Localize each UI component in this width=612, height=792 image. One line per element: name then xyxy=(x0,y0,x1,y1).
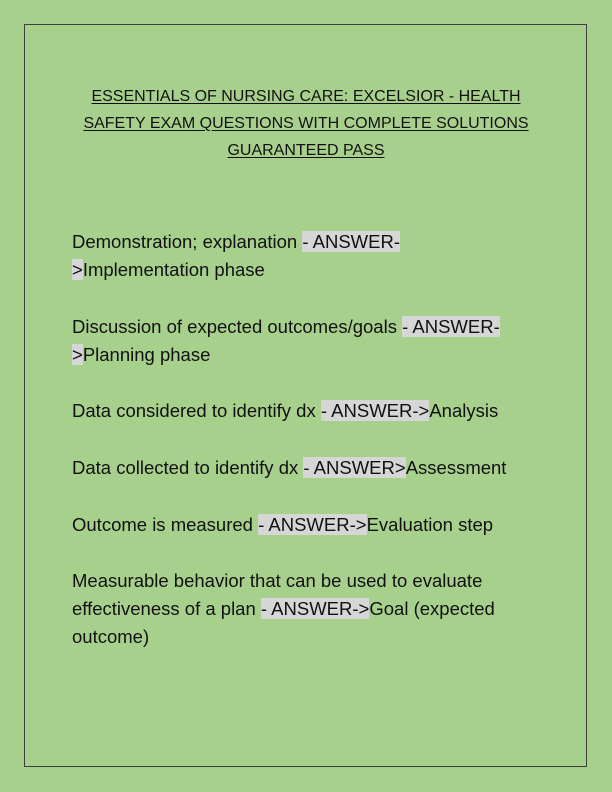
answer-marker: - ANSWER-> xyxy=(320,400,430,421)
answer-marker-continuation: > xyxy=(72,259,83,280)
question-text: Data considered to identify dx xyxy=(72,400,321,421)
answer-marker: - ANSWER- xyxy=(402,316,500,337)
answer-text: Evaluation step xyxy=(366,514,494,535)
question-text: Demonstration; explanation xyxy=(72,231,303,252)
answer-text: Implementation phase xyxy=(82,259,265,280)
qa-item xyxy=(72,567,542,651)
answer-marker-continuation: > xyxy=(72,344,83,365)
question-text: Discussion of expected outcomes/goals xyxy=(72,316,403,337)
document-title: ESSENTIALS OF NURSING CARE: EXCELSIOR - HEALTH SAFETY EXAM QUESTIONS WITH COMPLETE SOLUTIONS GUARANTEED PASS xyxy=(83,88,529,159)
answer-marker: - ANSWER-> xyxy=(260,598,370,619)
question-text: Measurable behavior that can be used to evaluate effectiveness of a plan xyxy=(72,570,483,619)
answer-text: Goal (expected outcome) xyxy=(72,598,495,647)
answer-text: Assessment xyxy=(405,457,507,478)
answer-text: Analysis xyxy=(429,400,499,421)
answer-marker: - ANSWER> xyxy=(303,457,406,478)
qa-item xyxy=(72,313,542,369)
question-text: Outcome is measured xyxy=(72,514,259,535)
answer-text: Planning phase xyxy=(82,344,211,365)
qa-item xyxy=(72,228,542,284)
answer-marker: - ANSWER- xyxy=(302,231,400,252)
qa-item xyxy=(72,511,542,539)
qa-item xyxy=(72,454,542,482)
qa-item xyxy=(72,397,542,425)
question-text: Data collected to identify dx xyxy=(72,457,304,478)
answer-marker: - ANSWER-> xyxy=(258,514,367,535)
